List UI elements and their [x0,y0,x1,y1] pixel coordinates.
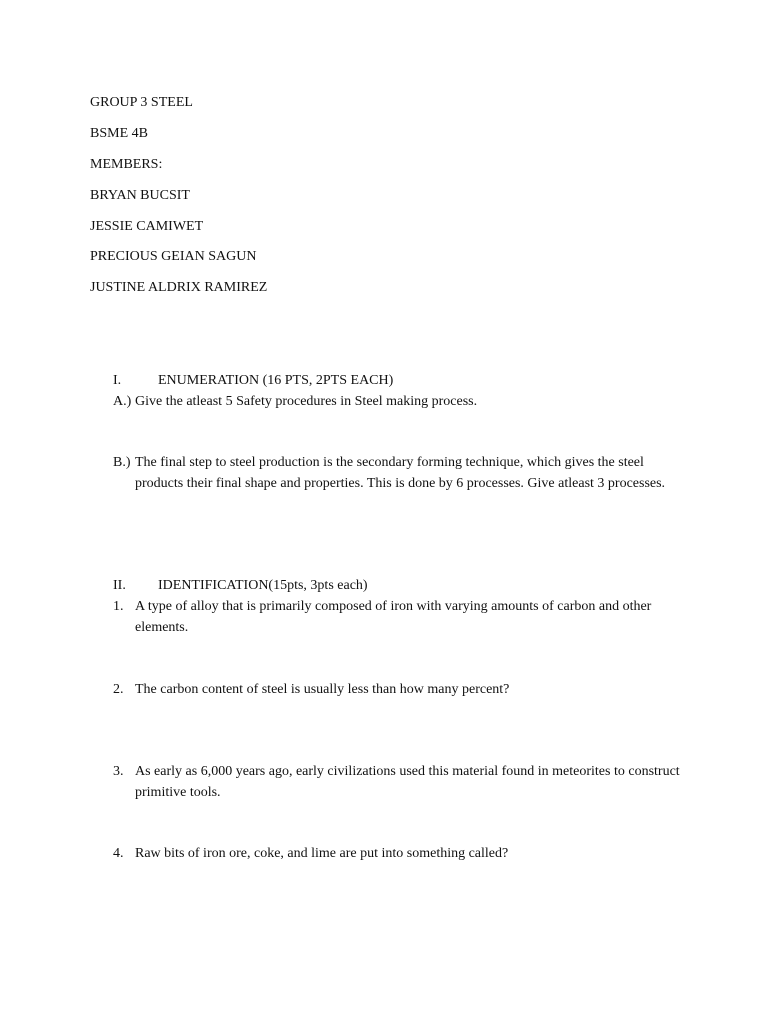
question-text: Give the atleast 5 Safety procedures in Steel making process. [135,394,478,409]
member-name: BRYAN BUCSIT [90,188,190,203]
question-text: The carbon content of steel is usually less than how many percent? [135,682,510,697]
question-label: 4. [113,846,124,861]
section-title: IDENTIFICATION(15pts, 3pts each) [158,578,368,593]
section-heading-enumeration [113,370,393,391]
question-text: A type of alloy that is primarily composed of iron with varying amounts of carbon and other elements. [135,599,652,635]
question-item [113,391,683,412]
question-item [113,761,683,803]
question-item [113,679,683,700]
question-item [113,843,683,864]
members-label: MEMBERS: [90,157,163,172]
question-label: 1. [113,599,124,614]
member-name: JUSTINE ALDRIX RAMIREZ [90,280,268,295]
question-item [113,452,683,494]
section-heading-identification [113,575,368,596]
section-title: ENUMERATION (16 PTS, 2PTS EACH) [158,373,394,388]
question-label: 2. [113,682,124,697]
question-text: Raw bits of iron ore, coke, and lime are put into something called? [135,846,509,861]
question-text: As early as 6,000 years ago, early civilizations used this material found in meteorites to construct primitive tools. [135,764,680,800]
question-label: 3. [113,764,124,779]
member-name: JESSIE CAMIWET [90,219,204,234]
class-section: BSME 4B [90,126,148,141]
question-label: B.) [113,455,131,470]
member-name: PRECIOUS GEIAN SAGUN [90,249,257,264]
question-label: A.) [113,394,132,409]
section-number: II. [113,578,126,593]
question-item [113,596,683,638]
section-number: I. [113,373,122,388]
question-text: The final step to steel production is the secondary forming technique, which gives the steel products their final shape and properties. This is done by 6 processes. Give atleast 3 processes. [135,455,666,491]
group-title: GROUP 3 STEEL [90,95,193,110]
